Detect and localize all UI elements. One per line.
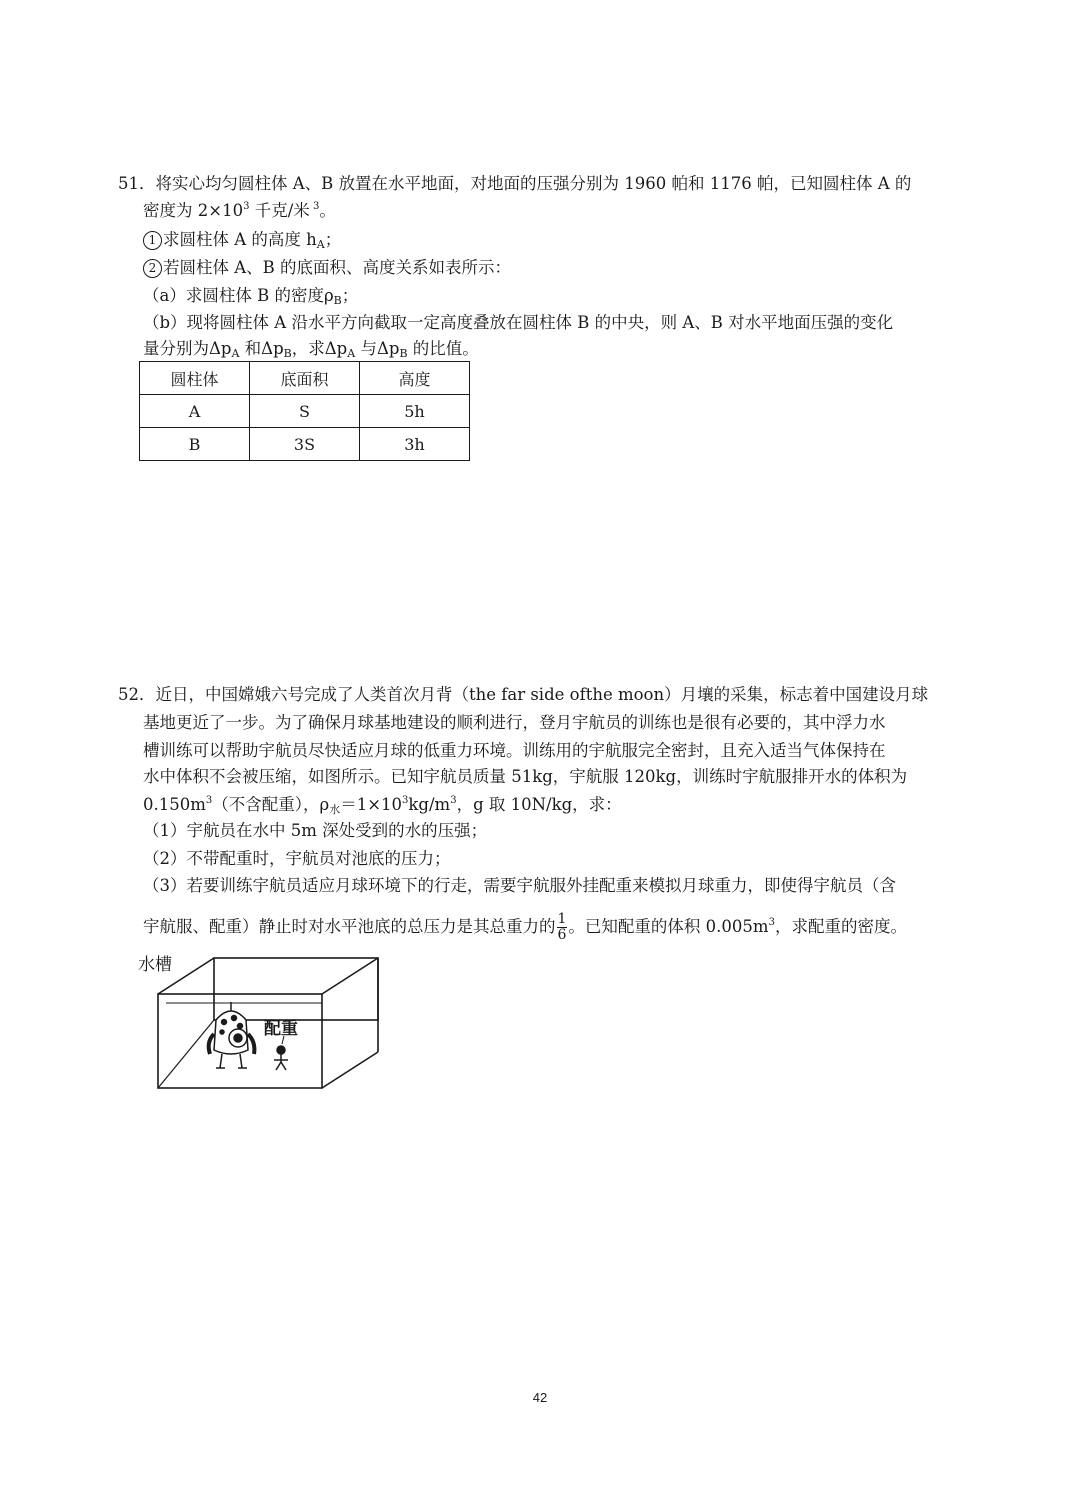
table-cell: S [250, 395, 360, 428]
q51-part2: 2 若圆柱体 A、B 的底面积、高度关系如表所示： [143, 255, 511, 281]
table-cell: B [140, 428, 250, 461]
table-row [140, 395, 470, 428]
q51-part1: 1 求圆柱体 A 的高度 $h_A$； [143, 227, 341, 253]
circled-number-1: 1 [143, 231, 162, 250]
q51-part-a: （a）求圆柱体 B 的密度$\rho_B$； [143, 286, 359, 307]
q51-line1: 51．将实心均匀圆柱体 A、B 放置在水平地面，对地面的压强分别为 1960 帕和 1176 帕，已知圆柱体 A 的 [118, 174, 912, 193]
table-row [140, 428, 470, 461]
q52-part3-line2: 宇航服、配重）静止时对水平池底的总压力是其总重力的 $\frac{1}{6}$ 。已知配重的体积 $0.005m^3$，求配重的密度。 [143, 911, 907, 943]
fraction-one-sixth: $\frac{1}{6}$ [557, 911, 567, 943]
table-header-cell: 底面积 [250, 362, 360, 395]
circled-number-2: 2 [143, 259, 162, 278]
table-header-row [140, 362, 470, 395]
table-cell: 3S [250, 428, 360, 461]
counterweight-icon [274, 1036, 288, 1070]
table-header-cell: 高度 [360, 362, 470, 395]
page-number: 42 [532, 1390, 548, 1405]
q52-part2: （2）不带配重时，宇航员对池底的压力； [143, 849, 451, 868]
q51-part-b-line1: （b）现将圆柱体 A 沿水平方向截取一定高度叠放在圆柱体 B 的中央，则 A、B 对水平地面压强的变化 [143, 313, 894, 332]
counterweight-label: 配重 [264, 1019, 298, 1039]
table-cell: 3h [360, 428, 470, 461]
q52-line4: 水中体积不会被压缩，如图所示。已知宇航员质量 51kg，宇航服 120kg，训练时宇航服排开水的体积为 [143, 767, 908, 786]
q52-line2: 基地更近了一步。为了确保月球基地建设的顺利进行，登月宇航员的训练也是很有必要的，其中浮力水 [143, 713, 886, 732]
table-cell: A [140, 395, 250, 428]
table-header-cell: 圆柱体 [140, 362, 250, 395]
table-cell: 5h [360, 395, 470, 428]
tank-label: 水槽 [138, 955, 172, 975]
q52-line5: $0.150m^3$（不含配重），$\rho_水=1\times 10^3kg/m^3$，g 取 10N/kg，求： [143, 795, 622, 816]
water-tank-figure [136, 950, 386, 1095]
q52-line1: 52．近日，中国嫦娥六号完成了人类首次月背（the far side ofthe moon）月壤的采集，标志着中国建设月球 [118, 685, 929, 704]
q52-line3: 槽训练可以帮助宇航员尽快适应月球的低重力环境。训练用的宇航服完全密封，且充入适当气体保持在 [143, 741, 886, 760]
tank-back-face [214, 958, 378, 1020]
q52-part1: （1）宇航员在水中 5m 深处受到的水的压强； [143, 821, 488, 840]
q52-part3-line1: （3）若要训练宇航员适应月球环境下的行走，需要宇航服外挂配重来模拟月球重力，即使得宇航员（含 [143, 876, 896, 895]
cylinder-table [139, 361, 470, 461]
astronaut-icon [209, 1002, 255, 1068]
q51-line2: 密度为 $2\times 10^3$ 千克/米 $^3$。 [143, 201, 336, 220]
q51-part-b-line2: 量分别为$\Delta p_A$ 和$\Delta p_B$，求$\Delta p_A$ 与$\Delta p_B$ 的比值。 [143, 339, 479, 360]
